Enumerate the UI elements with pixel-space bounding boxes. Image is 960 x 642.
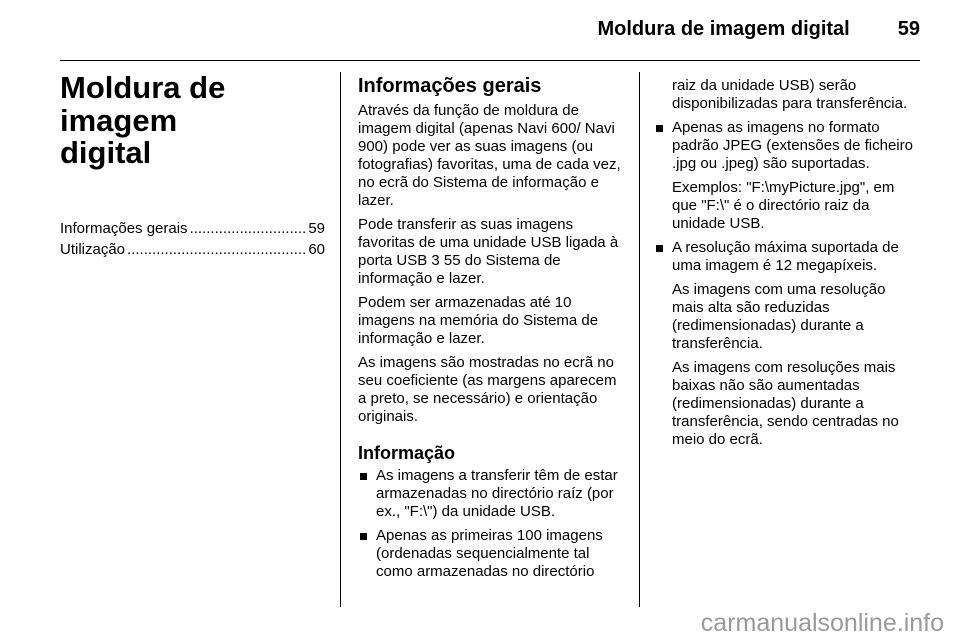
bullet-square-icon [360,473,367,480]
toc-entry-usage[interactable] [60,239,325,260]
toc-entry-label: Utilização [60,240,126,258]
paragraph-intro: Através da função de moldura de imagem digital (apenas Navi 600/ Navi 900) pode ver as suas imagens (ou fotografias) favoritas, uma de cada vez, no ecrã do Sistema de informação e lazer. [358,102,621,209]
watermark-site: carmanualsonline.info [700,609,944,637]
paragraph-transfer [358,216,628,288]
bullet-square-icon [360,533,367,540]
page-reference-icon[interactable]: 3 [431,252,440,269]
toc-leader-dots [127,239,306,260]
column-divider-right [639,72,640,607]
info-bullet-limit [358,527,628,581]
bullet-text: A resolução máxima suportada de uma imagem é 12 megapíxeis. [672,239,899,274]
section-heading: Informações gerais [358,75,542,97]
page-number: 59 [897,18,920,40]
paragraph-display: As imagens são mostradas no ecrã no seu coeficiente (as margens aparecem a preto, se necessário) e orientação originais. [358,354,617,425]
toc-entry-page: 59 [308,219,325,237]
paragraph-storage: Podem ser armazenadas até 10 imagens na memória do Sistema de informação e lazer. [358,294,599,347]
bullet-text: As imagens a transferir têm de estar armazenadas no directório raíz (por ex., "F:\") da unidade USB. [376,467,618,520]
info-bullet-format [654,119,919,173]
format-example: Exemplos: "F:\myPicture.jpg", em que "F:\" é o directório raiz da unidade USB. [672,179,895,232]
header-rule [60,60,920,61]
bullet-text: Apenas as imagens no formato padrão JPEG (extensões de ficheiro .jpg ou .jpeg) são suportadas. [672,119,913,172]
running-header [597,18,920,41]
paragraph-transfer-text: Pode transferir as suas imagens favoritas de uma unidade USB ligada à porta USB [358,216,619,269]
toc-entry-general[interactable] [60,218,325,239]
column-divider-left [340,72,341,607]
chapter-title-line1: Moldura de imagem [60,70,226,138]
bullet-square-icon [656,245,663,252]
paragraph-transfer-text-end: 55 do Sistema de informação e lazer. [358,252,561,287]
running-header-title: Moldura de imagem digital [597,18,850,40]
bullet-square-icon [656,125,663,132]
toc-entry-label: Informações gerais [60,219,188,237]
toc-entry-page: 60 [308,240,325,258]
resolution-low: As imagens com resoluções mais baixas não são aumentadas (redimensionadas) durante a transferência, sendo centradas no meio do ecrã. [672,359,899,448]
info-heading: Informação [358,443,456,463]
general-info-column [358,74,628,587]
info-bullet-resolution [654,239,919,275]
chapter-title-line2: digital [60,135,152,171]
toc-leader-dots [190,218,307,239]
chapter-title [60,72,325,170]
info-continued-column [654,77,919,455]
resolution-high: As imagens com uma resolução mais alta são reduzidas (redimensionadas) durante a transferência. [672,281,886,352]
bullet-text: Apenas as primeiras 100 imagens (ordenadas sequencialmente tal como armazenadas no directório [376,527,603,580]
chapter-column [60,72,325,260]
bullet-continuation: raiz da unidade USB) serão disponibilizadas para transferência. [672,77,908,112]
info-bullet-directory [358,467,628,521]
